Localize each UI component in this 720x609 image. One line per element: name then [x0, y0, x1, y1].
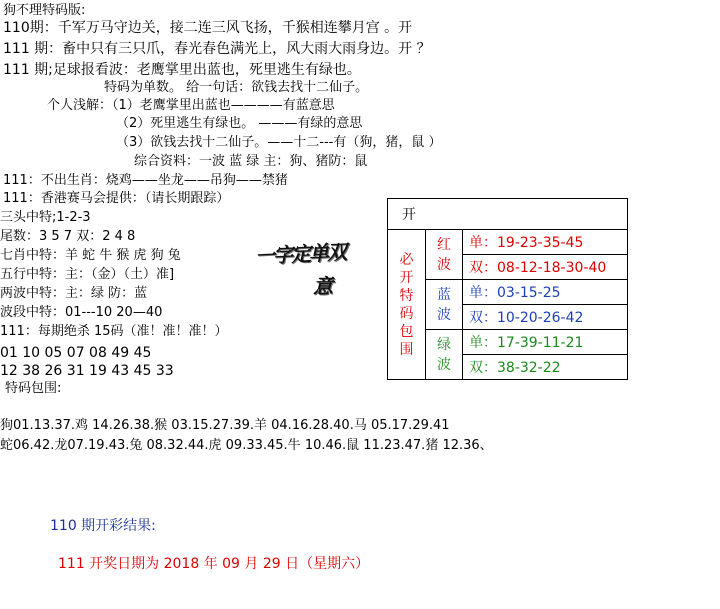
green-even-row: 双：38-32-22: [463, 355, 628, 380]
excluded-zodiac: 111：不出生肖：烧鸡——坐龙——吊狗——禁猪: [3, 173, 288, 188]
handwritten-stamp: 一字定单双: [254, 239, 346, 269]
red-odd-row: 单：19-23-35-45: [463, 230, 628, 255]
result-title: 110 期开彩结果:: [50, 518, 156, 534]
green-wave-label: 绿 波: [426, 330, 463, 380]
number-row-2: 12 38 26 31 19 43 45 33: [0, 363, 174, 379]
surround-label: 特码包围:: [5, 381, 62, 396]
table-header: 开: [388, 199, 628, 230]
blue-even-row: 双：10-20-26-42: [463, 305, 628, 330]
special-odd-line: 特码为单数。 给一句话：欲钱去找十二仙子。: [104, 80, 369, 95]
football-tip-line: 111 期;足球报看波：老鹰掌里出蓝也，死里逃生有绿也。: [3, 62, 361, 78]
blue-wave-label: 蓝 波: [426, 280, 463, 330]
riddle-line-110: 110期：千军万马守边关，接二连三风飞扬，千猴相连攀月宫 。开: [3, 20, 413, 36]
special-surround-table: [387, 198, 628, 380]
two-waves: 两波中特：主：绿 防：蓝: [0, 286, 148, 301]
kill-15-line: 111：每期绝杀 15码（准！准！准！）: [0, 324, 228, 339]
interpretation-3: （3）欲钱去找十二仙子。——十二---有（狗，猪，鼠 ）: [116, 135, 442, 150]
blue-odd-row: 单：03-15-25: [463, 280, 628, 305]
page-title: 狗不理特码版:: [3, 3, 86, 18]
hk-jockey-line: 111：香港赛马会提供：（请长期跟踪）: [3, 191, 230, 206]
draw-date: 111 开奖日期为 2018 年 09 月 29 日（星期六）: [58, 556, 370, 572]
interpretation-1: 个人浅解：（1）老鹰掌里出蓝也————有蓝意思: [47, 98, 335, 113]
combined-info: 综合资料：一波 蓝 绿 主：狗、猪防：鼠: [134, 154, 368, 169]
seven-zodiac: 七肖中特：羊 蛇 牛 猴 虎 狗 兔: [0, 248, 181, 263]
green-odd-row: 单：17-39-11-21: [463, 330, 628, 355]
zodiac-numbers-line-2: 蛇06.42.龙07.19.43.兔 08.32.44.虎 09.33.45.牛 10.46.鼠 11.23.47.猪 12.36、: [0, 438, 493, 453]
zodiac-numbers-line-1: 狗01.13.37.鸡 14.26.38.猴 03.15.27.39.羊 04.16.28.40.马 05.17.29.41: [0, 418, 450, 433]
five-elements: 五行中特：主：（金）（土）准]: [0, 267, 175, 282]
handwritten-stamp-2: 意: [313, 274, 333, 298]
red-even-row: 双：08-12-18-30-40: [463, 255, 628, 280]
wave-range: 波段中特：01---10 20—40: [0, 305, 163, 320]
tail-numbers: 尾数：3 5 7 双：2 4 8: [0, 229, 136, 244]
red-wave-label: 红 波: [426, 230, 463, 280]
interpretation-2: （2）死里逃生有绿也。 ———有绿的意思: [116, 116, 363, 131]
riddle-line-111: 111 期：畜中只有三只爪，春光春色满光上，风大雨大雨身边。开 ？: [3, 41, 431, 57]
three-heads: 三头中特;1-2-3: [0, 210, 91, 225]
side-label: 必 开 特 码 包 围: [388, 230, 426, 380]
number-row-1: 01 10 05 07 08 49 45: [0, 345, 152, 361]
